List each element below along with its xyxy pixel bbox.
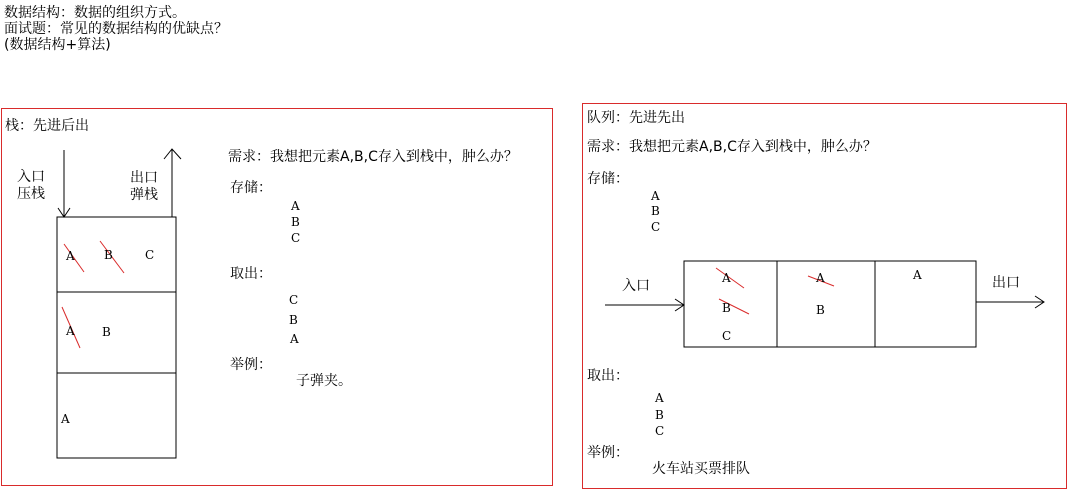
stack-cell-top-c: C <box>145 248 155 262</box>
stack-requirement: 需求：我想把元素A,B,C存入到栈中，肿么办？ <box>228 149 518 165</box>
stack-retrieve-item: A <box>290 332 299 346</box>
queue-cell-first-a: A <box>722 271 731 285</box>
queue-storage-item: B <box>651 204 660 218</box>
queue-entry-label: 入口 <box>622 278 650 294</box>
queue-exit-label: 出口 <box>992 275 1020 291</box>
queue-storage-item: C <box>651 220 661 234</box>
queue-storage-label: 存储： <box>587 171 629 187</box>
stack-cell-bottom-a: A <box>61 412 70 426</box>
queue-cell-second-b: B <box>816 303 825 317</box>
queue-retrieve-item: C <box>655 424 665 438</box>
stack-storage-item: B <box>291 215 300 229</box>
queue-cell-first-c: C <box>722 329 732 343</box>
stack-entry-label: 入口 <box>17 169 45 185</box>
queue-cell-first-b: B <box>722 301 731 315</box>
queue-requirement: 需求：我想把元素A,B,C存入到栈中，肿么办？ <box>587 139 877 155</box>
stack-pop-label: 弹栈 <box>130 187 158 203</box>
intro-line-2: 面试题：常见的数据结构的优缺点？ <box>4 21 228 37</box>
stack-retrieve-label: 取出： <box>230 266 272 282</box>
stack-retrieve-item: B <box>289 313 298 327</box>
stack-exit-label: 出口 <box>130 170 158 186</box>
queue-cell-second-a: A <box>816 271 825 285</box>
stack-cell-top-a: A <box>66 249 75 263</box>
queue-retrieve-item: A <box>655 391 664 405</box>
queue-title: 队列：先进先出 <box>587 110 685 126</box>
stack-cell-top-b: B <box>104 248 113 262</box>
stack-cell-middle-b: B <box>102 325 111 339</box>
intro-line-1: 数据结构：数据的组织方式。 <box>4 5 186 21</box>
stack-cell-middle-a: A <box>66 324 75 338</box>
stack-example-text: 子弹夹。 <box>296 373 352 389</box>
stack-storage-item: A <box>291 199 300 213</box>
queue-retrieve-label: 取出： <box>587 368 629 384</box>
stack-storage-item: C <box>291 231 301 245</box>
queue-retrieve-item: B <box>655 408 664 422</box>
stack-title: 栈：先进后出 <box>5 118 89 134</box>
intro-line-3: (数据结构+算法) <box>4 37 111 53</box>
stack-example-label: 举例： <box>230 357 272 373</box>
stack-push-label: 压栈 <box>17 186 45 202</box>
stack-storage-label: 存储： <box>230 180 272 196</box>
queue-storage-item: A <box>651 189 660 203</box>
queue-cell-third-a: A <box>913 268 922 282</box>
queue-example-text: 火车站买票排队 <box>652 461 750 477</box>
queue-example-label: 举例： <box>587 445 629 461</box>
stack-retrieve-item: C <box>289 293 299 307</box>
